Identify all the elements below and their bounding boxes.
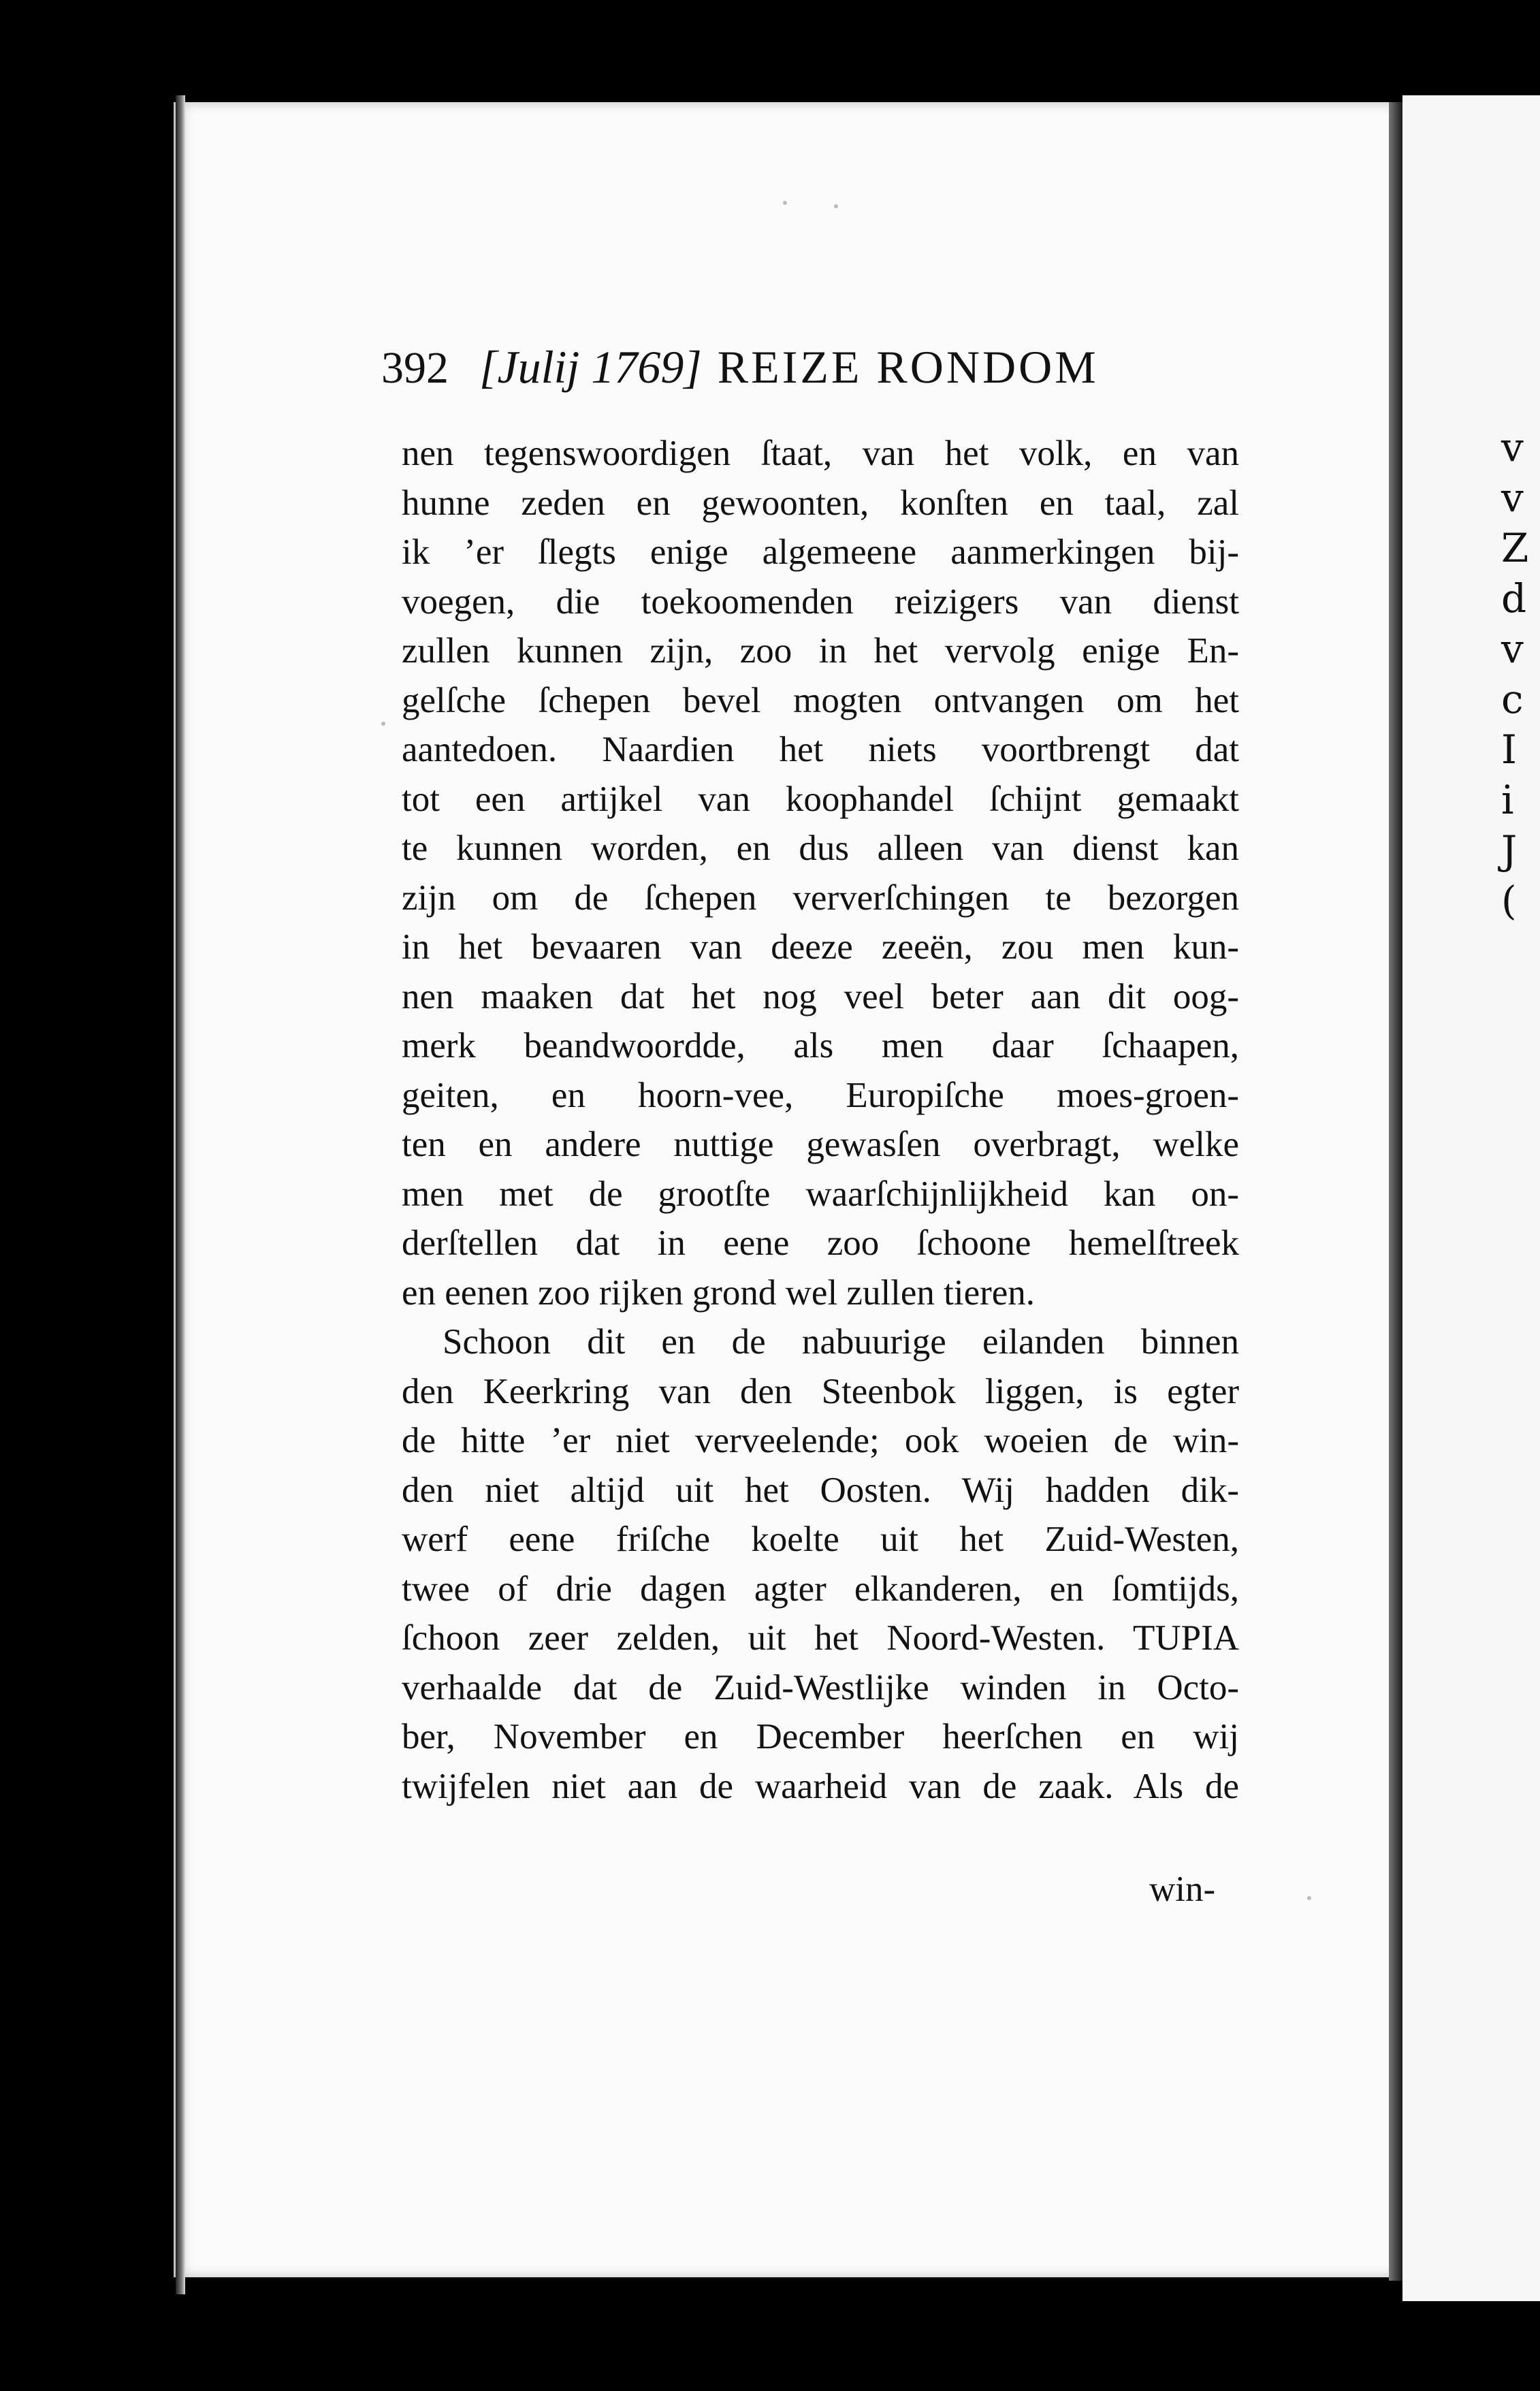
text-line: aantedoen. Naardien het niets voortbrengt dat: [402, 730, 1239, 769]
text-line: zijn om de ſchepen ververſchingen te bezorgen: [402, 878, 1239, 918]
facing-page-fragment: (: [1501, 878, 1517, 924]
text-line: ber, November en December heerſchen en wij: [402, 1717, 1239, 1756]
header-date: [Julij 1769]: [479, 341, 702, 393]
text-line: ik ’er ſlegts enige algemeene aanmerkingen bij-: [402, 532, 1239, 572]
text-line: den niet altijd uit het Oosten. Wij hadden dik-: [402, 1470, 1239, 1510]
gutter-shadow: [1389, 102, 1404, 2281]
text-line: nen tegenswoordigen ſtaat, van het volk, en van: [402, 434, 1239, 473]
text-line: tot een artijkel van koophandel ſchijnt gemaakt: [402, 779, 1239, 819]
text-line: den Keerkring van den Steenbok liggen, is egter: [402, 1371, 1239, 1411]
text-line: werf eene friſche koelte uit het Zuid-Westen,: [402, 1520, 1239, 1559]
text-line: ten en andere nuttige gewasſen overbragt, welke: [402, 1125, 1239, 1164]
text-line: en eenen zoo rijken grond wel zullen tieren.: [402, 1272, 1036, 1313]
text-line: voegen, die toekoomenden reizigers van dienst: [402, 581, 1239, 622]
page-binding-edge: [176, 95, 185, 2294]
body-text: [402, 429, 1239, 1811]
page-number: 392: [381, 343, 449, 393]
text-line: merk beandwoordde, als men daar ſchaapen,: [402, 1026, 1239, 1065]
running-header: [381, 340, 1232, 394]
facing-page-text-fragments: [1501, 422, 1540, 926]
text-line: geiten, en hoorn-vee, Europiſche moes-groen-: [402, 1075, 1239, 1115]
text-line: derſtellen dat in eene zoo ſchoone hemelſtreek: [402, 1223, 1239, 1263]
paper-speck: [783, 201, 787, 205]
paper-speck: [381, 722, 385, 726]
catchword: win-: [1149, 1870, 1216, 1909]
text-line: ſchoon zeer zelden, uit het Noord-Westen. TUPIA: [402, 1618, 1239, 1658]
facing-page-fragment: J: [1501, 827, 1518, 873]
text-line: verhaalde dat de Zuid-Westlijke winden in Octo-: [402, 1667, 1239, 1707]
header-title: REIZE RONDOM: [717, 341, 1099, 393]
text-line: zullen kunnen zijn, zoo in het vervolg enige En-: [402, 631, 1239, 671]
facing-page-fragment: i: [1501, 777, 1514, 823]
text-line: in het bevaaren van deeze zeeën, zou men kun-: [402, 927, 1239, 967]
facing-page-fragment: I: [1501, 726, 1517, 773]
facing-page-fragment: v: [1501, 475, 1524, 521]
paper-speck: [1307, 1896, 1311, 1900]
facing-page-fragment: v: [1501, 626, 1524, 672]
text-line: twijfelen niet aan de waarheid van de zaak. Als de: [402, 1766, 1239, 1806]
facing-page-fragment: d: [1501, 575, 1527, 622]
text-line: de hitte ’er niet verveelende; ook woeien de win-: [402, 1421, 1239, 1460]
text-line: Schoon dit en de nabuurige eilanden binnen: [443, 1322, 1239, 1362]
text-line: hunne zeden en gewoonten, konſten en taal, zal: [402, 483, 1239, 523]
facing-page-fragment: Z: [1501, 525, 1529, 571]
text-line: gelſche ſchepen bevel mogten ontvangen om het: [402, 680, 1239, 720]
text-line: men met de grootſte waarſchijnlijkheid kan on-: [402, 1174, 1239, 1214]
text-line: te kunnen worden, en dus alleen van dienst kan: [402, 829, 1239, 868]
facing-page-fragment: c: [1501, 676, 1524, 722]
paper-speck: [834, 204, 838, 208]
facing-page-fragment: v: [1501, 424, 1524, 470]
text-line: nen maaken dat het nog veel beter aan dit oog-: [402, 976, 1239, 1016]
text-line: twee of drie dagen agter elkanderen, en ſomtijds,: [402, 1569, 1239, 1609]
